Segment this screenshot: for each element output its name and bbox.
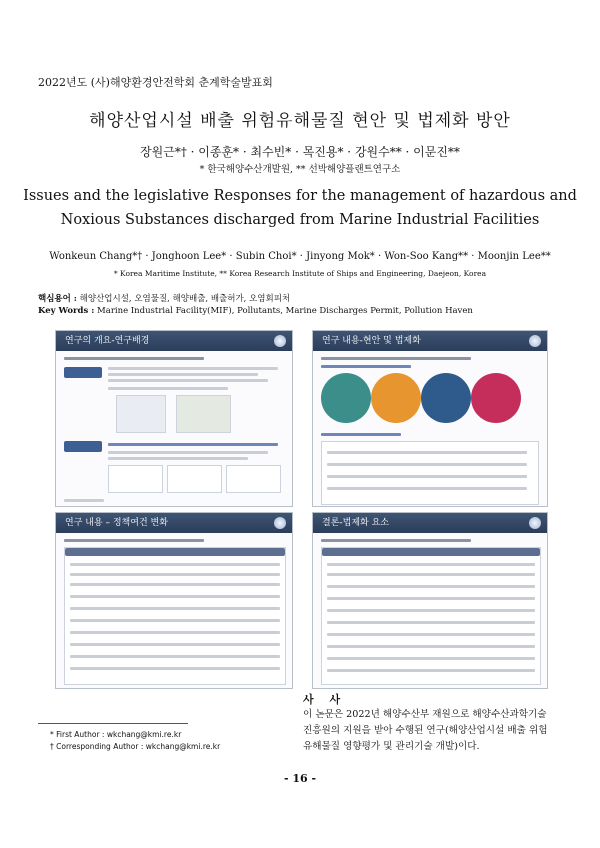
acknowledgment-line-1: 이 논문은 2022년 해양수산부 재원으로 해양수산과학기술 [303,709,547,720]
concept-circle-3 [421,373,471,423]
concept-circle-1 [321,373,371,423]
institute-logo-icon [274,517,286,529]
korean-keywords-text: 해양산업시설, 오염물질, 해양배출, 배출허가, 오염회피처 [79,294,291,304]
slide-issues-legislation [312,330,548,507]
english-title-line-1: Issues and the legislative Responses for the management of hazardous and [23,188,577,204]
english-authors: Wonkeun Chang*† · Jonghoon Lee* · Subin Choi* · Jinyong Mok* · Won-Soo Kang** · Moonjin Lee** [49,251,551,262]
institute-logo-icon [529,335,541,347]
slide-title: 연구 내용-현안 및 법제화 [322,336,421,346]
english-affiliation: * Korea Maritime Institute, ** Korea Research Institute of Ships and Engineering, Daejeon, Korea [113,269,487,278]
slide-content [313,351,547,506]
table-block [167,465,222,493]
korean-authors: 장원근*† · 이종훈* · 최수빈* · 목진용* · 강원수** · 이문진** [140,145,460,159]
english-keywords-label: Key Words : [38,306,95,316]
acknowledgment-title: 사 사 [303,693,347,706]
slide-title: 결론-법제화 요소 [322,518,389,528]
elements-table [321,547,541,685]
acknowledgment-line-2: 진흥원의 지원을 받아 수행된 연구(해양산업시설 배출 위험 [303,725,548,736]
english-keywords [38,306,473,316]
footnote-first-author: * First Author : wkchang@kmi.re.kr [50,730,182,739]
section-tag [64,441,102,452]
page-number: - 16 - [283,772,317,785]
slide-content [56,351,292,506]
concept-circle-2 [371,373,421,423]
table-block [226,465,281,493]
slide-title: 연구의 개요-연구배경 [65,336,150,346]
conference-header: 2022년도 (사)해양환경안전학회 춘계학술발표회 [38,76,273,89]
slide-header [313,331,547,351]
table-header-row [322,548,540,556]
acknowledgment-line-3: 유해물질 영향평가 및 관리기술 개발)이다. [303,741,480,752]
korean-affiliation: * 한국해양수산개발원, ** 선박해양플랜트연구소 [199,164,401,175]
policy-table [64,547,286,685]
slide-header [56,513,292,533]
slide-content [313,533,547,688]
table-block [108,465,163,493]
slide-header [56,331,292,351]
slide-policy-changes [55,512,293,689]
english-keywords-text: Marine Industrial Facility(MIF), Pollutants, Marine Discharges Permit, Pollution Haven [97,306,473,316]
slide-content [56,533,292,688]
slide-research-background [55,330,293,507]
institute-logo-icon [274,335,286,347]
slide-title: 연구 내용 – 정책여건 변화 [65,518,168,528]
korean-keywords [38,292,290,304]
footnote-divider [38,723,188,724]
figure-thumbnail [116,395,166,433]
slide-header [313,513,547,533]
footnote-corresponding-author: † Corresponding Author : wkchang@kmi.re.kr [50,742,221,751]
concept-circle-4 [471,373,521,423]
korean-title: 해양산업시설 배출 위험유해물질 현안 및 법제화 방안 [89,111,511,131]
figure-thumbnail [176,395,231,433]
slide-legislation-elements [312,512,548,689]
english-title-line-2: Noxious Substances discharged from Marine Industrial Facilities [60,212,540,228]
section-tag [64,367,102,378]
korean-keywords-label: 핵심용어 : [38,294,77,304]
table-header-row [65,548,285,556]
institute-logo-icon [529,517,541,529]
